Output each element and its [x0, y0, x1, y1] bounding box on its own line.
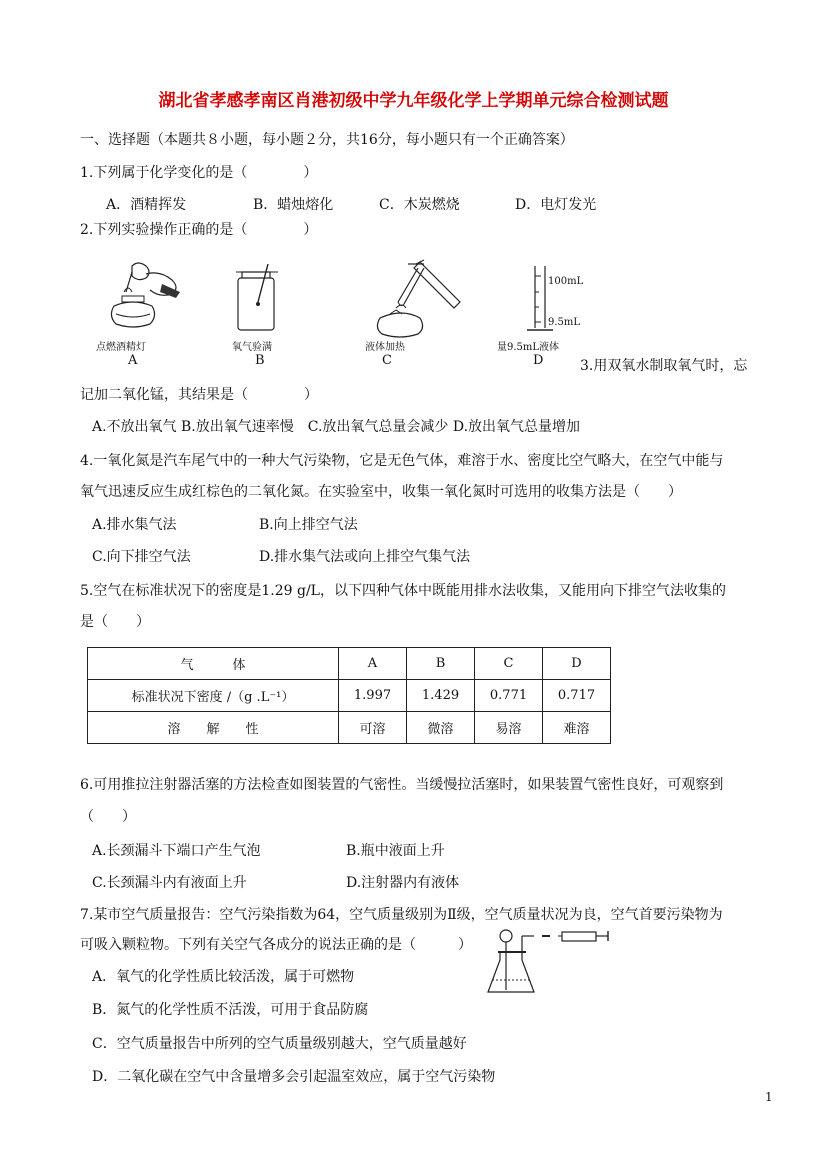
- q4-option-b[interactable]: B.向上排空气法: [259, 517, 358, 533]
- q1-option-b[interactable]: B．蜡烛熔化: [253, 197, 334, 213]
- table-cell: 0.771: [475, 680, 543, 712]
- question-1-stem: 1.下列属于化学变化的是（ ）: [80, 165, 318, 181]
- oxygen-bottle-figure: [228, 262, 288, 334]
- q3-options[interactable]: A.不放出氧气 B.放出氧气速率慢 C.放出氧气总量会减少 D.放出氧气总量增加: [92, 419, 581, 435]
- q6-option-d[interactable]: D.注射器内有液体: [346, 875, 460, 891]
- table-cell: 可溶: [339, 712, 407, 744]
- table-cell: 易溶: [475, 712, 543, 744]
- cylinder-bottom-label: 9.5mL: [548, 317, 581, 328]
- q6-option-a[interactable]: A.长颈漏斗下端口产生气泡: [92, 843, 261, 859]
- question-5-line-2: 是（ ）: [80, 614, 150, 630]
- table-cell: 气 体: [88, 648, 339, 680]
- table-cell: 溶 解 性: [88, 712, 339, 744]
- q7-option-b[interactable]: B．氮气的化学性质不活泼，可用于食品防腐: [92, 1002, 369, 1018]
- q6-option-c[interactable]: C.长颈漏斗内有液面上升: [92, 875, 247, 891]
- question-2-stem: 2.下列实验操作正确的是（ ）: [80, 222, 318, 238]
- question-6-line-2: （ ）: [80, 809, 136, 825]
- question-5-line-1: 5.空气在标准状况下的密度是1.29 g/L，以下四种气体中既能用排水法收集，又能用向下排空气法收集的: [80, 583, 726, 599]
- caption-d: 量9.5mL液体: [497, 342, 560, 353]
- q4-option-c[interactable]: C.向下排空气法: [92, 549, 191, 565]
- cylinder-top-label: 100mL: [548, 276, 584, 287]
- q1-option-c[interactable]: C．木炭燃烧: [379, 197, 460, 213]
- table-cell: 难溶: [543, 712, 611, 744]
- table-cell: 0.717: [543, 680, 611, 712]
- caption-a: 点燃酒精灯: [96, 342, 146, 353]
- table-cell: C: [475, 648, 543, 680]
- q4-option-d[interactable]: D.排水集气法或向上排空气集气法: [259, 549, 471, 565]
- label-a: A: [128, 353, 138, 368]
- q7-option-c[interactable]: C．空气质量报告中所列的空气质量级别越大，空气质量越好: [92, 1036, 467, 1052]
- q1-option-a[interactable]: A．酒精挥发: [106, 197, 187, 213]
- airtightness-apparatus-figure: [484, 922, 612, 1000]
- q1-option-d[interactable]: D．电灯发光: [515, 197, 597, 213]
- gas-properties-table: [87, 647, 611, 744]
- question-7-line-2: 可吸入颗粒物。下列有关空气各成分的说法正确的是（ ）: [80, 937, 472, 953]
- q6-option-b[interactable]: B.瓶中液面上升: [346, 843, 445, 859]
- table-cell: 标准状况下密度 /（g .L⁻¹）: [88, 680, 339, 712]
- table-cell: 1.997: [339, 680, 407, 712]
- page-number: 1: [765, 1090, 773, 1104]
- caption-b: 氧气验满: [232, 342, 272, 353]
- question-4-line-2: 氧气迅速反应生成红棕色的二氧化氮。在实验室中，收集一氧化氮时可选用的收集方法是（ ）: [80, 484, 682, 500]
- question-7-line-1: 7.某市空气质量报告：空气污染指数为64，空气质量级别为Ⅱ级，空气质量状况为良，空气首要污染物为: [80, 907, 723, 923]
- alcohol-lamp-figure: [102, 258, 192, 336]
- table-cell: D: [543, 648, 611, 680]
- caption-c: 液体加热: [365, 342, 405, 353]
- label-d: D: [533, 353, 544, 368]
- table-cell: 1.429: [407, 680, 475, 712]
- table-cell: A: [339, 648, 407, 680]
- q4-option-a[interactable]: A.排水集气法: [92, 517, 177, 533]
- question-4-line-1: 4.一氧化氮是汽车尾气中的一种大气污染物，它是无色气体，难溶于水、密度比空气略大，在空气中能与: [80, 453, 724, 469]
- document-title: 湖北省孝感孝南区肖港初级中学九年级化学上学期单元综合检测试题: [158, 91, 669, 111]
- heating-liquid-figure: [368, 258, 468, 338]
- question-3-stem-end: 记加二氧化锰，其结果是（ ）: [80, 387, 318, 403]
- question-6-line-1: 6.可用推拉注射器活塞的方法检查如图装置的气密性。当缓慢拉活塞时，如果装置气密性良好，可观察到: [80, 777, 724, 793]
- label-b: B: [255, 353, 265, 368]
- q7-option-a[interactable]: A．氧气的化学性质比较活泼，属于可燃物: [92, 969, 355, 985]
- q7-option-d[interactable]: D．二氧化碳在空气中含量增多会引起温室效应，属于空气污染物: [92, 1069, 496, 1085]
- table-cell: 微溶: [407, 712, 475, 744]
- table-row: [88, 680, 611, 712]
- section-heading: 一、选择题（本题共８小题，每小题２分，共16分，每小题只有一个正确答案）: [80, 132, 574, 148]
- table-row: [88, 648, 611, 680]
- label-c: C: [382, 353, 392, 368]
- question-3-stem-start: 3.用双氧水制取氧气时，忘: [580, 358, 748, 374]
- table-cell: B: [407, 648, 475, 680]
- table-row: [88, 712, 611, 744]
